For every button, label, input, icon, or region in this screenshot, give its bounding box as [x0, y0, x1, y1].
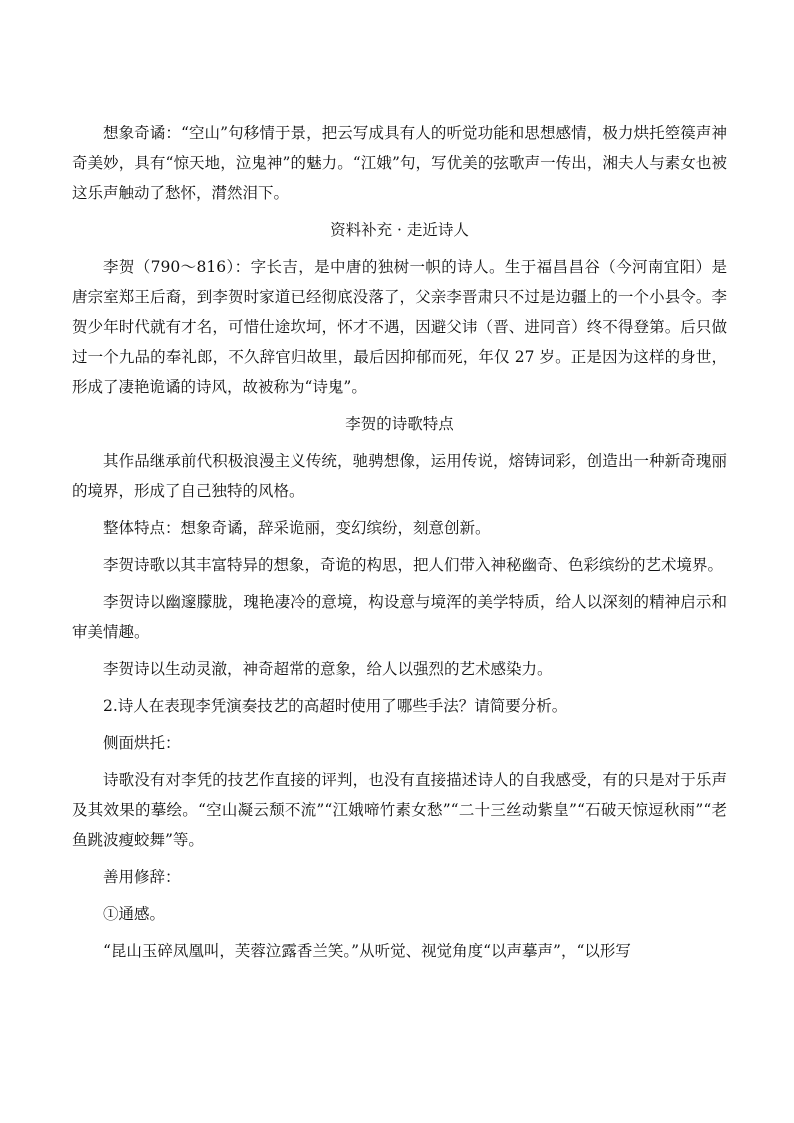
paragraph-imagery: 李贺诗以生动灵澈，神奇超常的意象，给人以强烈的艺术感染力。: [103, 660, 553, 678]
paragraph-imagination: 想象奇谲：“空山”句移情于景，把云写成具有人的听觉功能和思想感情，极力烘托箜篌声神奇美妙，具有“惊天地，泣鬼神”的魅力。“江娥”句，写优美的弦歌声一传出，湘夫人与素女也被这乐声触动了愁怀，潸然泪下。: [72, 124, 727, 202]
section-heading-poetry-features: 李贺的诗歌特点: [345, 415, 454, 433]
list-item-synesthesia: ①通感。: [103, 905, 166, 923]
paragraph-poet-biography: 李贺（790～816）：字长吉，是中唐的独树一帜的诗人。生于福昌昌谷（今河南宜阳）是唐宗室郑王后裔，到李贺时家道已经彻底没落了，父亲李晋肃只不过是边疆上的一个小县令。李贺少年时代就有才名，可惜仕途坎坷，怀才不遇，因避父讳（晋、进同音）终不得登第。后只做过一个九品的奉礼郎，不久辞官归故里，最后因抑郁而死，年仅 27 岁。正是因为这样的身世，形成了凄艳诡谲的诗风，故被称为“诗鬼”。: [72, 258, 727, 396]
paragraph-imaginative-realm: 李贺诗歌以其丰富特异的想象，奇诡的构思，把人们带入神秘幽奇、色彩缤纷的艺术境界。: [103, 556, 724, 574]
paragraph-work-inheritance: 其作品继承前代积极浪漫主义传统，驰骋想像，运用传说，熔铸词彩，创造出一种新奇瑰丽的境界，形成了自己独特的风格。: [72, 452, 727, 500]
paragraph-artistic-conception: 李贺诗以幽邃朦胧，瑰艳凄冷的意境，构设意与境浑的美学特质，给人以深刻的精神启示和审美情趣。: [72, 593, 727, 641]
question-two: 2.诗人在表现李凭演奏技艺的高超时使用了哪些手法？请简要分析。: [103, 697, 568, 715]
heading-rhetoric: 善用修辞：: [103, 868, 181, 886]
paragraph-overall-features: 整体特点：想象奇谲，辞采诡丽，变幻缤纷，刻意创新。: [103, 519, 491, 537]
paragraph-quote-analysis: “昆山玉碎凤凰叫，芙蓉泣露香兰笑。”从听觉、视觉角度“以声摹声”，“以形写: [103, 942, 631, 960]
document-page: [72, 118, 727, 966]
paragraph-side-contrast: 诗歌没有对李凭的技艺作直接的评判，也没有直接描述诗人的自我感受，有的只是对于乐声及其效果的摹绘。“空山凝云颓不流”“江娥啼竹素女愁”“二十三丝动紫皇”“石破天惊逗秋雨”“老鱼跳波瘦蛟舞”等。: [72, 771, 727, 849]
section-heading-poet: 资料补充 · 走近诗人: [330, 221, 469, 239]
heading-side-contrast: 侧面烘托：: [103, 734, 181, 752]
